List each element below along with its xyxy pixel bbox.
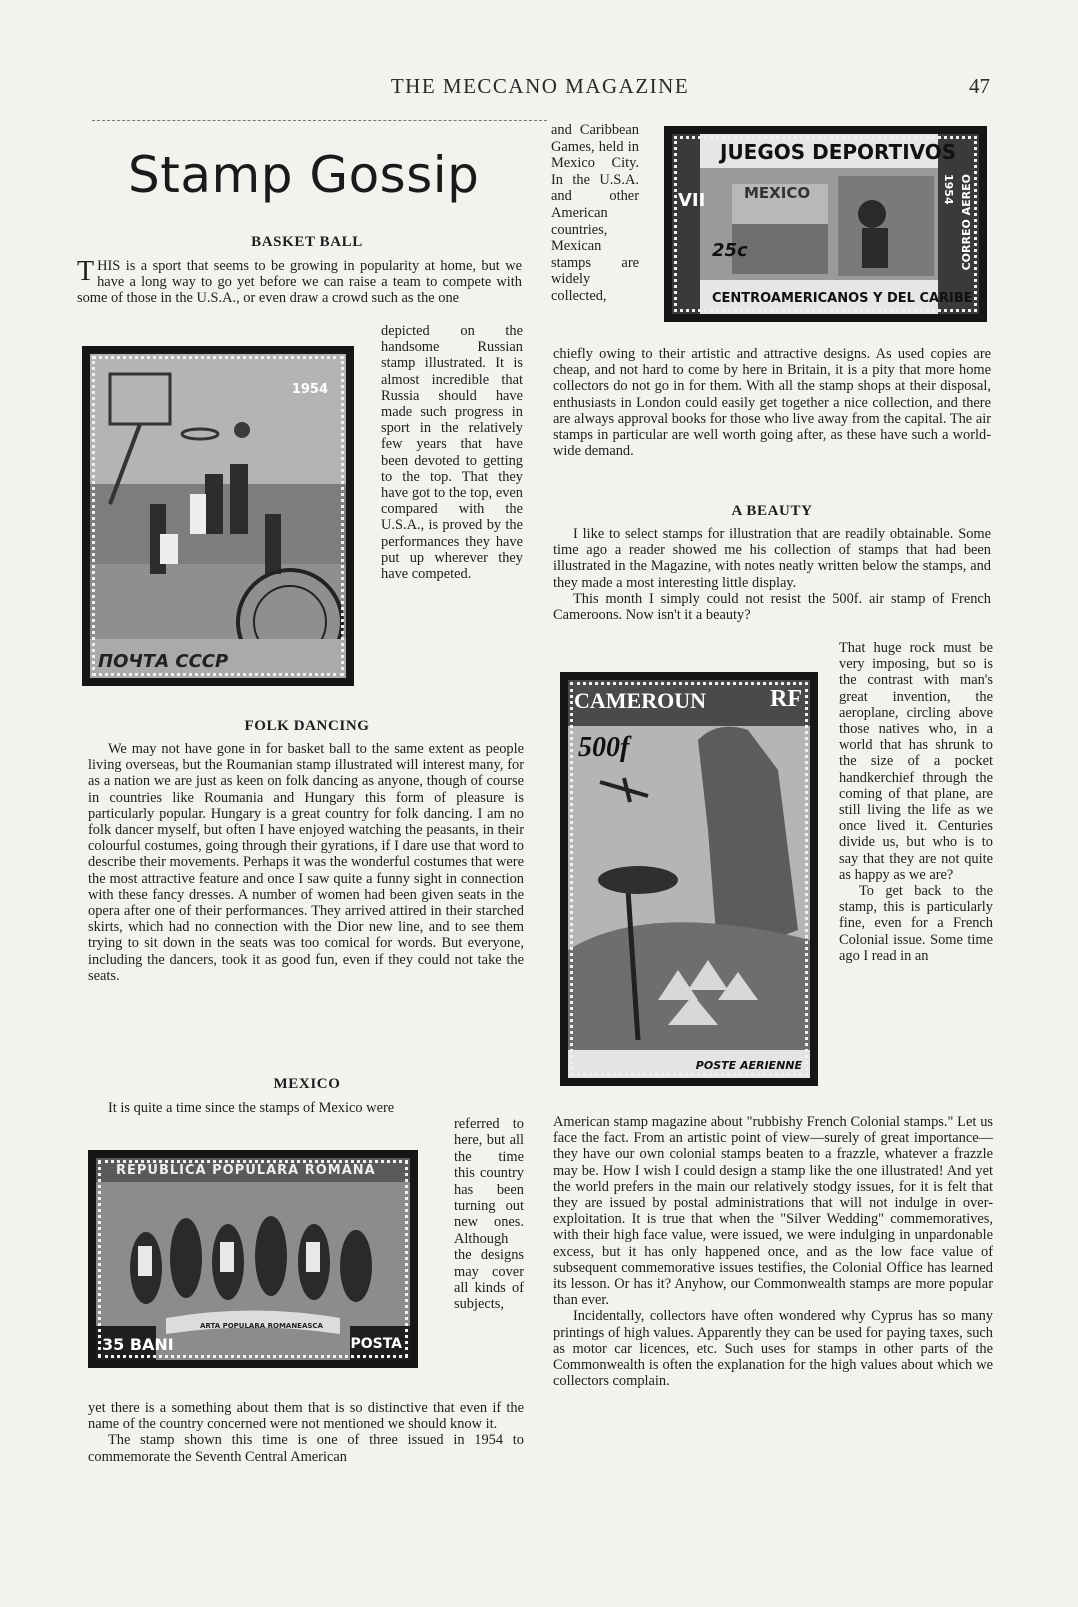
romania-stamp-value: 35 BANI [102, 1335, 174, 1354]
basket-ball-text-b [381, 323, 523, 582]
basket-ball-paragraph-b: depicted on the handsome Russian stamp illustrated. It is almost incredible that Russia should have made such progress in sport in the relatively few years that have been devoted to getting to the top. That they have got to the top, even compared with the U.S.A., is proved by the performances they have put up wherever they have competed. [381, 323, 523, 583]
cameroun-stamp-postal: POSTE AERIENNE [695, 1059, 802, 1072]
folk-dancing-text [88, 741, 524, 984]
mexico-stamp-value: 25c [712, 240, 748, 261]
cameroun-500f-stamp [560, 672, 818, 1086]
basket-ball-intro [77, 258, 522, 307]
folk-dancing-paragraph: We may not have gone in for basket ball to the same extent as people living overseas, but the Roumanian stamp illustrated will interest many, for as a nation we are just as keen on folk dancing as anyone, though of course in countries like Roumania and Hungary this form of pleasure is particularly popular. Hungary is a great country for folk dancing. I am no folk dancer myself, but often I have enjoyed watching the peasants, in their colourful costumes, going through their gyrations, if I dare use that word to describe their movements. Perhaps it was the wonderful costumes that were the most attractive feature and once I saw quite a funny sight in connection with these fancy dresses. A number of women had been given seats in the opera after one of their performances. They arrived attired in their starched skirts, which had no connection with the Dior new line, and to see them trying to sit down in the seats was too comical for words. But everyone, including the dancers, took it as good fun, even if they could not take the seats. [88, 741, 524, 984]
magazine-title: THE MECCANO MAGAZINE [390, 74, 690, 98]
romania-stamp-posta: POSTA [350, 1336, 402, 1352]
russia-stamp-year: 1954 [291, 382, 328, 397]
mexico-text-a [88, 1100, 524, 1116]
mexico-paragraph-b: referred to here, but all the time this country has been turning out new ones. Although the designs may cover all kinds of subjects, [454, 1116, 524, 1313]
mexico-paragraph-2-continued: and Caribbean Games, held in Mexico City. In the U.S.A. and other American countries, Mexican stamps are widely collected, [551, 122, 639, 304]
cameroun-stamp-country: CAMEROUN [574, 688, 706, 713]
mexico-paragraph-2: The stamp shown this time is one of three issued in 1954 to commemorate the Seventh Central American [88, 1432, 524, 1465]
a-beauty-paragraph-4: Incidentally, collectors have often wondered why Cyprus has so many printings of high values. Apparently they can be used for paying taxes, such as motor car licences, etc. Such uses for stamps in other parts of the Commonwealth is often the explanation for the high values about which we collectors complain. [553, 1308, 993, 1390]
mexico-text-continued [551, 122, 639, 305]
cameroun-stamp-value: 500f [578, 732, 630, 763]
russia-basketball-stamp [82, 346, 354, 686]
heading-folk-dancing: FOLK DANCING [244, 718, 370, 734]
mexico-stamp-left: VII [678, 190, 706, 211]
a-beauty-text-c [553, 1114, 993, 1389]
mexico-paragraph-c: yet there is a something about them that is so distinctive that even if the name of the country concerned were not mentioned we should know it. [88, 1400, 524, 1433]
mexico-paragraph-2b: chiefly owing to their artistic and attractive designs. As used copies are cheap, and not hard to come by here in Britain, it is a pity that more home collectors do not go in for them. With all the stamp shops at their disposal, enthusiasts in London could easily get together a nice collection, and there are always approval books for those who live away from the capital. The air stamps in particular are well worth going after, as these have such a world-wide demand. [553, 346, 991, 460]
mexico-stamp-bottom: CENTROAMERICANOS Y DEL CARIBE [712, 291, 973, 306]
romania-stamp-banner: ARTA POPULARA ROMANEASCA [200, 1322, 323, 1330]
heading-mexico: MEXICO [273, 1076, 341, 1092]
page-header [90, 74, 990, 104]
mexico-text-b [454, 1116, 524, 1313]
mexico-juegos-stamp [664, 126, 987, 322]
a-beauty-paragraph-2b: That huge rock must be very imposing, but so is the contrast with man's great invention, the aeroplane, circling above those natives who, in a world that has shrunk to the size of a pocket handkerchief through the coming of that plane, are still living the life as we once lived it. Centuries divide us, but who is to say that they are not quite as happy as we are? [839, 640, 993, 883]
a-beauty-text-a [553, 526, 991, 623]
a-beauty-paragraph-2a: This month I simply could not resist the 500f. air stamp of French Cameroons. Now isn't it a beauty? [553, 590, 991, 624]
article-title: Stamp Gossip [128, 146, 480, 204]
mexico-stamp-top: JUEGOS DEPORTIVOS [720, 140, 957, 164]
a-beauty-paragraph-3b: American stamp magazine about "rubbishy French Colonial stamps." Let us face the fact. From an artistic point of view—surely of great importance—they have our own colonial stamps beaten to a frazzle, whatever a frazzle may be. How I wish I could design a stamp like the one illustrated! And yet the world prefers in the main our relatively stodgy issues, for it is felt that they are issued by postal administrations that will not indulge in over-exploitation. It is true that when the "Silver Wedding" commemoratives, with their high face value, were issued, we were indulging in unpardonable excess, but it has only happened once, and as the low face value of subsequent commemorative issues testifies, the Colonial Office has learned its lesson. Or has it? Anyhow, our Commonwealth stamps are more popular than ever. [553, 1114, 993, 1309]
mexico-stamp-year: 1954 [942, 174, 955, 205]
a-beauty-paragraph-1: I like to select stamps for illustration that are readily obtainable. Some time ago a reader showed me his collection of stamps that had been illustrated in the Magazine, with notes neatly written below the stamps, and they made a most interesting little display. [553, 526, 991, 591]
russia-stamp-caption: ПОЧТА СССР [98, 651, 229, 672]
mexico-text-d [553, 346, 991, 459]
basketball-scene-illustration [90, 354, 346, 678]
a-beauty-text-b [839, 640, 993, 964]
basket-ball-text-a: HIS is a sport that seems to be growing in popularity at home, but we have a long way to go yet before we can raise a team to compete with some of those in the U.S.A., or even draw a crowd such as the one [77, 258, 522, 307]
heading-a-beauty: A BEAUTY [731, 503, 813, 519]
mexico-text-c [88, 1400, 524, 1465]
romania-stamp-top: REPUBLICA POPULARA ROMANA [116, 1163, 376, 1178]
mexico-stamp-side: CORREO AEREO [960, 174, 973, 271]
a-beauty-paragraph-3a: To get back to the stamp, this is particularly fine, even for a French Colonial issue. Some time ago I read in an [839, 883, 993, 964]
page-number: 47 [969, 74, 990, 98]
header-rule [92, 120, 547, 121]
cameroun-stamp-rf: RF [770, 686, 802, 712]
romania-folk-dance-stamp [88, 1150, 418, 1368]
heading-basket-ball: BASKET BALL [251, 234, 363, 250]
drop-cap: T [77, 256, 95, 287]
mexico-stamp-country: MEXICO [744, 184, 811, 202]
mexico-paragraph-a: It is quite a time since the stamps of Mexico were [108, 1100, 395, 1116]
